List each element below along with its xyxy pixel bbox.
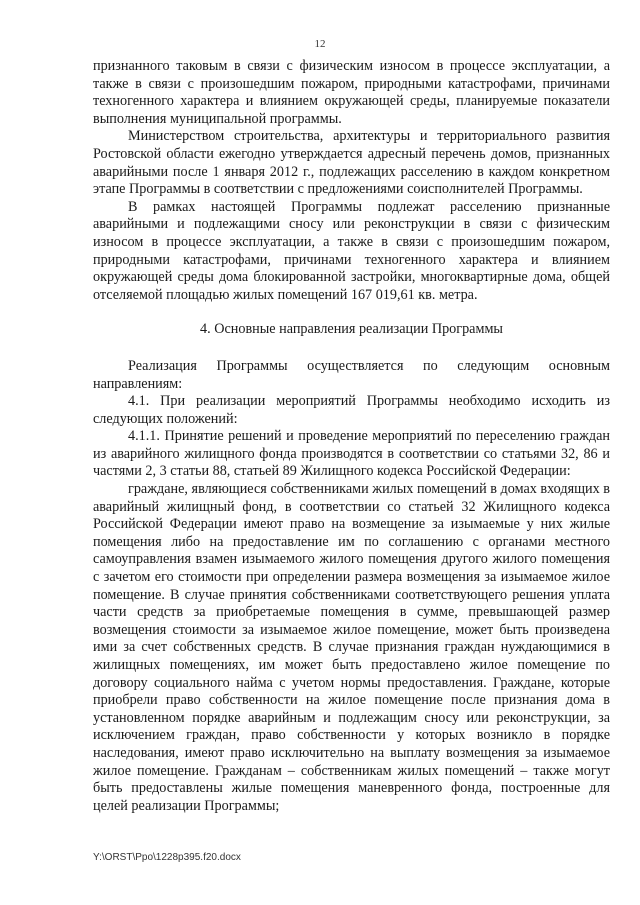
document-body	[93, 58, 610, 815]
paragraph-7: граждане, являющиеся собственниками жилых помещений в домах входящих в аварийный жилищный фонд, в соответствии со статьей 32 Жилищного кодекса Российской Федерации имеют право на возмещение за изымаемые у них жилые помещения либо на предоставление им по соглашению с органами местного самоуправления взамен изымаемого жилого помещения другого жилого помещения с зачетом его стоимости при определении размера возмещения за изымаемое жилое помещение. В случае принятия собственниками соответствующего решения уплата части средств за приобретаемые помещения в сумме, превышающей размер возмещения стоимости за изымаемое жилое помещение, может быть произведена ими за счет собственных средств. В случае признания граждан нуждающимися в жилищных помещениях, им может быть предоставлено жилое помещение по договору социального найма с учетом нормы предоставления. Граждане, которые приобрели право собственности на жилое помещение после признания дома в установленном порядке аварийным и подлежащим сносу или реконструкции, за исключением граждан, право собственности у которых возникло в порядке наследования, имеют право исключительно на выплату возмещения за изымаемое жилое помещение. Гражданам – собственникам жилых помещений – также могут быть предоставлены жилые помещения маневренного фонда, построенные для целей реализации Программы;	[93, 481, 610, 814]
paragraph-1: признанного таковым в связи с физическим износом в процессе эксплуатации, а также в связи с произошедшим пожаром, природными катастрофами, причинами техногенного характера и влиянием окружающей среды, планируемые показатели выполнения муниципальной программы.	[93, 58, 610, 127]
section-heading: 4. Основные направления реализации Программы	[200, 321, 503, 338]
page-number: 12	[314, 38, 326, 50]
paragraph-6: 4.1.1. Принятие решений и проведение мероприятий по переселению граждан из аварийного жилищного фонда производятся в соответствии со статьями 32, 86 и частями 2, 3 статьи 88, статьей 89 Жилищного кодекса Российской Федерации:	[93, 428, 610, 480]
paragraph-2: Министерством строительства, архитектуры и территориального развития Ростовской области ежегодно утверждается адресный перечень домов, признанных аварийными после 1 января 2012 г., подлежащих расселению в каждом конкретном этапе Программы в соответствии с предложениями соисполнителей Программы.	[93, 128, 610, 198]
paragraph-4: Реализация Программы осуществляется по следующим основным направлениям:	[93, 357, 610, 392]
paragraph-5: 4.1. При реализации мероприятий Программы необходимо исходить из следующих положений:	[93, 393, 610, 427]
paragraph-3: В рамках настоящей Программы подлежат расселению признанные аварийными и подлежащими сносу или реконструкции в связи с физическим износом в процессе эксплуатации, а также в связи с произошедшим пожаром, природными катастрофами, причинами техногенного характера и влиянием окружающей среды дома блокированной застройки, многоквартирные дома, общей отселяемой площадью жилых помещений 167 019,61 кв. метра.	[93, 198, 610, 303]
file-path-footer: Y:\ORST\Ppo\1228p395.f20.docx	[93, 852, 241, 863]
